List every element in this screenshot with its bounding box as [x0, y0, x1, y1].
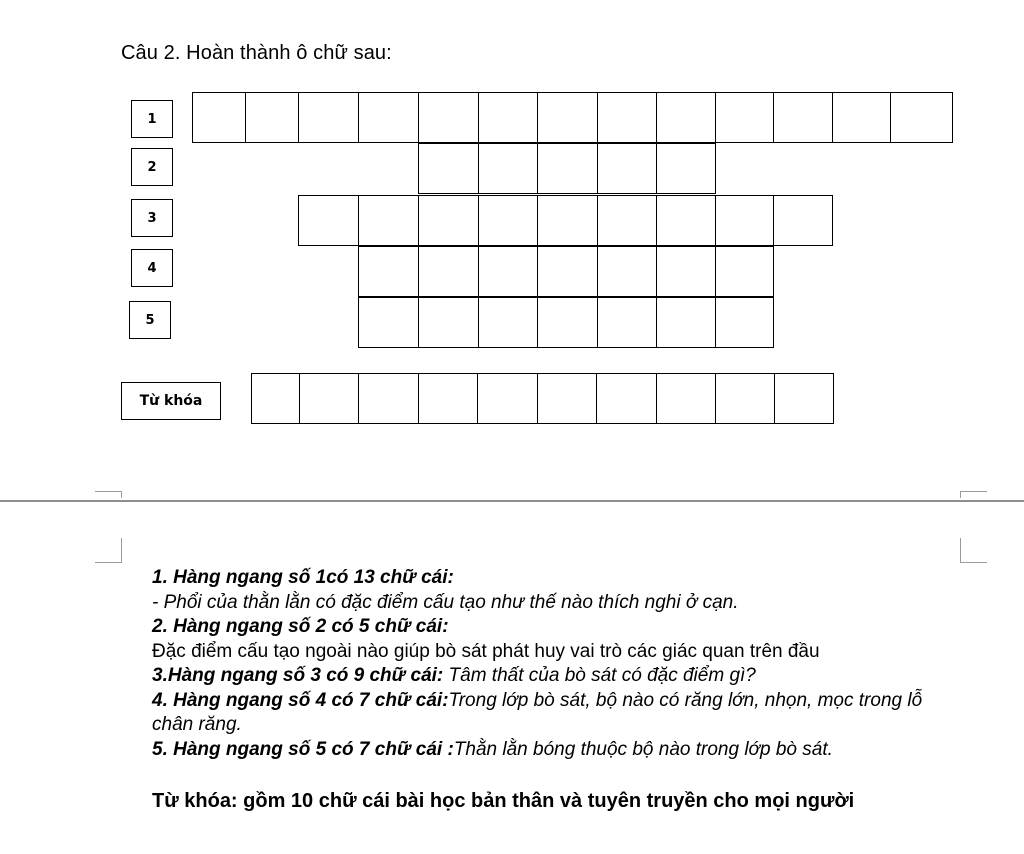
keyword-cell[interactable]: [656, 373, 716, 424]
crossword-cell-row-4[interactable]: [358, 246, 419, 297]
question-5-heading: 5. Hàng ngang số 5 có 7 chữ cái :: [152, 738, 454, 760]
crossword-cell-row-4[interactable]: [597, 246, 657, 297]
crossword-cell-row-3[interactable]: [537, 195, 598, 246]
crossword-cell-row-3[interactable]: [715, 195, 774, 246]
crossword-cell-row-3[interactable]: [773, 195, 833, 246]
row-label-3: 3: [131, 199, 173, 237]
crossword-cell-row-5[interactable]: [715, 297, 774, 348]
row-label-4: 4: [131, 249, 173, 287]
crossword-cell-row-1[interactable]: [478, 92, 538, 143]
crossword-cell-row-3[interactable]: [418, 195, 479, 246]
page-break-line: [0, 500, 1024, 502]
crossword-cell-row-1[interactable]: [656, 92, 716, 143]
crossword-cell-row-1[interactable]: [832, 92, 891, 143]
row-label-2: 2: [131, 148, 173, 186]
question-4-heading: 4. Hàng ngang số 4 có 7 chữ cái:: [152, 689, 449, 711]
keyword-cell[interactable]: [715, 373, 775, 424]
crossword-cell-row-3[interactable]: [298, 195, 359, 246]
crossword-cell-row-5[interactable]: [358, 297, 419, 348]
question-2-heading: 2. Hàng ngang số 2 có 5 chữ cái:: [152, 616, 449, 637]
crossword-cell-row-1[interactable]: [298, 92, 359, 143]
keyword-cell[interactable]: [418, 373, 478, 424]
crossword-cell-row-1[interactable]: [418, 92, 479, 143]
keyword-cell[interactable]: [251, 373, 300, 424]
row-label-5: 5: [129, 301, 171, 339]
crossword-cell-row-5[interactable]: [418, 297, 479, 348]
question-2-text: Đặc điểm cấu tạo ngoài nào giúp bò sát phát huy vai trò các giác quan trên đầu: [152, 640, 820, 662]
crossword-cell-row-4[interactable]: [715, 246, 774, 297]
question-4-text: Trong lớp bò sát, bộ nào có răng lớn, nhọn, mọc trong lỗ chân răng.: [152, 689, 923, 735]
keyword-cell[interactable]: [596, 373, 657, 424]
margin-corner-top-right: [960, 491, 987, 498]
crossword-cell-row-4[interactable]: [478, 246, 538, 297]
page-title: Câu 2. Hoàn thành ô chữ sau:: [121, 42, 392, 64]
crossword-cell-row-1[interactable]: [890, 92, 953, 143]
crossword-cell-row-3[interactable]: [478, 195, 538, 246]
crossword-cell-row-1[interactable]: [597, 92, 657, 143]
margin-corner-bottom-right: [960, 538, 987, 563]
crossword-cell-row-1[interactable]: [773, 92, 833, 143]
keyword-label: Từ khóa: [121, 382, 221, 420]
crossword-cell-row-4[interactable]: [418, 246, 479, 297]
row-label-1: 1: [131, 100, 173, 138]
crossword-cell-row-4[interactable]: [656, 246, 716, 297]
crossword-cell-row-5[interactable]: [478, 297, 538, 348]
question-1-text: - Phổi của thằn lằn có đặc điểm cấu tạo như thế nào thích nghi ở cạn.: [152, 591, 739, 613]
question-3-text: Tâm thất của bò sát có đặc điểm gì?: [443, 665, 756, 686]
keyword-cell[interactable]: [299, 373, 359, 424]
margin-corner-bottom-left: [95, 538, 122, 563]
crossword-cell-row-1[interactable]: [192, 92, 246, 143]
crossword-cell-row-1[interactable]: [358, 92, 419, 143]
crossword-cell-row-3[interactable]: [597, 195, 657, 246]
crossword-cell-row-2[interactable]: [537, 143, 598, 194]
crossword-cell-row-5[interactable]: [656, 297, 716, 348]
crossword-cell-row-1[interactable]: [537, 92, 598, 143]
crossword-cell-row-3[interactable]: [656, 195, 716, 246]
crossword-cell-row-4[interactable]: [537, 246, 598, 297]
crossword-cell-row-2[interactable]: [478, 143, 538, 194]
crossword-cell-row-1[interactable]: [715, 92, 774, 143]
keyword-cell[interactable]: [358, 373, 419, 424]
crossword-cell-row-5[interactable]: [537, 297, 598, 348]
question-3-heading: 3.Hàng ngang số 3 có 9 chữ cái:: [152, 665, 444, 686]
crossword-cell-row-2[interactable]: [418, 143, 479, 194]
crossword-cell-row-5[interactable]: [597, 297, 657, 348]
questions-block: [152, 566, 952, 762]
crossword-cell-row-2[interactable]: [656, 143, 716, 194]
keyword-cell[interactable]: [537, 373, 597, 424]
keyword-cell[interactable]: [774, 373, 834, 424]
keyword-description: Từ khóa: gồm 10 chữ cái bài học bản thân và tuyên truyền cho mọi người: [152, 790, 855, 812]
question-1-heading: 1. Hàng ngang số 1có 13 chữ cái:: [152, 567, 454, 588]
keyword-cell[interactable]: [477, 373, 538, 424]
question-5-text: Thằn lằn bóng thuộc bộ nào trong lớp bò sát.: [453, 738, 833, 760]
crossword-cell-row-2[interactable]: [597, 143, 657, 194]
crossword-cell-row-1[interactable]: [245, 92, 299, 143]
crossword-cell-row-3[interactable]: [358, 195, 419, 246]
margin-corner-top-left: [95, 491, 122, 498]
